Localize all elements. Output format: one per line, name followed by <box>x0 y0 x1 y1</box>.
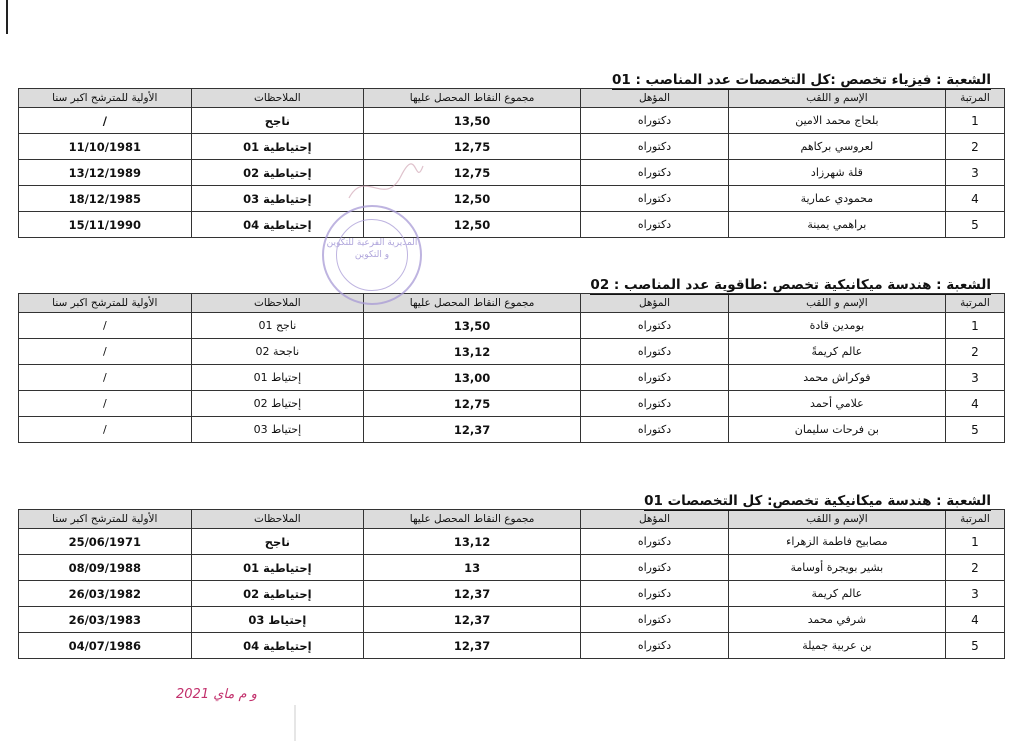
table-row <box>19 391 1005 417</box>
header-name: الإسم و اللقب <box>728 510 945 529</box>
section-title: الشعبة : هندسة ميكانيكية تخصص: كل التخصصات 01 <box>644 493 991 509</box>
results-table <box>18 509 1005 659</box>
section-mechanical-all <box>18 493 1005 659</box>
cell-notes: ناجح <box>191 529 364 555</box>
cell-priority: 04/07/1986 <box>19 633 192 659</box>
cell-rank: 4 <box>945 607 1004 633</box>
cell-priority: / <box>19 313 192 339</box>
header-priority: الأولية للمترشح اكبر سنا <box>19 510 192 529</box>
cell-notes: إحتياط 03 <box>191 607 364 633</box>
cell-priority: / <box>19 417 192 443</box>
cell-rank: 5 <box>945 633 1004 659</box>
section-title: الشعبة : فيزياء تخصص :كل التخصصات عدد المناصب : 01 <box>611 72 991 88</box>
cell-rank: 3 <box>945 365 1004 391</box>
cell-score: 12,37 <box>364 581 581 607</box>
cell-qualification: دكتوراه <box>581 108 729 134</box>
official-stamp <box>322 205 422 305</box>
cell-priority: 13/12/1989 <box>19 160 192 186</box>
table-row <box>19 365 1005 391</box>
cell-notes: إحتياطية 02 <box>191 160 364 186</box>
header-score: مجموع النقاط المحصل عليها <box>364 294 581 313</box>
header-rank: المرتبة <box>945 294 1004 313</box>
header-name: الإسم و اللقب <box>728 89 945 108</box>
cell-score: 12,75 <box>364 160 581 186</box>
cell-score: 12,75 <box>364 134 581 160</box>
cell-priority: 26/03/1983 <box>19 607 192 633</box>
table-row <box>19 313 1005 339</box>
cell-score: 13,00 <box>364 365 581 391</box>
cell-qualification: دكتوراه <box>581 212 729 238</box>
cell-rank: 5 <box>945 417 1004 443</box>
header-rank: المرتبة <box>945 510 1004 529</box>
margin-mark <box>292 705 298 741</box>
cell-name: مصابيح فاطمة الزهراء <box>728 529 945 555</box>
cell-score: 13,12 <box>364 529 581 555</box>
cell-rank: 3 <box>945 581 1004 607</box>
results-table <box>18 88 1005 238</box>
cell-name: براهمي يمينة <box>728 212 945 238</box>
cell-rank: 2 <box>945 134 1004 160</box>
cell-rank: 3 <box>945 160 1004 186</box>
cell-qualification: دكتوراه <box>581 160 729 186</box>
table-row <box>19 108 1005 134</box>
cell-qualification: دكتوراه <box>581 313 729 339</box>
cell-rank: 1 <box>945 108 1004 134</box>
scan-edge-mark <box>6 0 8 34</box>
cell-qualification: دكتوراه <box>581 186 729 212</box>
cell-name: قلة شهرزاد <box>728 160 945 186</box>
cell-notes: إحتياطية 01 <box>191 555 364 581</box>
cell-rank: 2 <box>945 339 1004 365</box>
cell-priority: 18/12/1985 <box>19 186 192 212</box>
table-row <box>19 529 1005 555</box>
header-notes: الملاحظات <box>191 510 364 529</box>
header-score: مجموع النقاط المحصل عليها <box>364 510 581 529</box>
table-row <box>19 186 1005 212</box>
cell-priority: / <box>19 391 192 417</box>
header-name: الإسم و اللقب <box>728 294 945 313</box>
cell-qualification: دكتوراه <box>581 391 729 417</box>
cell-name: بن فرحات سليمان <box>728 417 945 443</box>
cell-notes: ناجحة 02 <box>191 339 364 365</box>
cell-name: شرفي محمد <box>728 607 945 633</box>
table-row <box>19 555 1005 581</box>
cell-notes: إحتياطية 03 <box>191 186 364 212</box>
table-header-row <box>19 294 1005 313</box>
cell-name: بشير بويجرة أوسامة <box>728 555 945 581</box>
handwritten-date: و م ماي 2021 <box>176 687 257 702</box>
table-row <box>19 607 1005 633</box>
cell-name: محمودي عمارية <box>728 186 945 212</box>
header-notes: الملاحظات <box>191 294 364 313</box>
cell-notes: إحتياط 02 <box>191 391 364 417</box>
cell-qualification: دكتوراه <box>581 607 729 633</box>
cell-priority: / <box>19 365 192 391</box>
header-priority: الأولية للمترشح اكبر سنا <box>19 294 192 313</box>
cell-qualification: دكتوراه <box>581 633 729 659</box>
section-mechanical-energy <box>18 277 1005 443</box>
cell-rank: 5 <box>945 212 1004 238</box>
cell-notes: إحتياط 03 <box>191 417 364 443</box>
table-row <box>19 339 1005 365</box>
cell-rank: 1 <box>945 313 1004 339</box>
cell-score: 12,37 <box>364 633 581 659</box>
cell-score: 13 <box>364 555 581 581</box>
cell-notes: ناجح <box>191 108 364 134</box>
cell-notes: إحتياطية 04 <box>191 633 364 659</box>
cell-qualification: دكتوراه <box>581 417 729 443</box>
cell-notes: إحتياط 01 <box>191 365 364 391</box>
results-table <box>18 293 1005 443</box>
cell-rank: 4 <box>945 186 1004 212</box>
stamp-text: المديرية الفرعية للتكوين و التكوين <box>326 238 418 260</box>
cell-score: 12,37 <box>364 607 581 633</box>
cell-name: بومدين قادة <box>728 313 945 339</box>
cell-name: عالم كريمة <box>728 581 945 607</box>
cell-qualification: دكتوراه <box>581 581 729 607</box>
cell-priority: / <box>19 339 192 365</box>
cell-name: بلحاج محمد الامين <box>728 108 945 134</box>
cell-priority: 08/09/1988 <box>19 555 192 581</box>
cell-qualification: دكتوراه <box>581 134 729 160</box>
table-header-row <box>19 89 1005 108</box>
cell-score: 13,50 <box>364 108 581 134</box>
cell-priority: / <box>19 108 192 134</box>
header-priority: الأولية للمترشح اكبر سنا <box>19 89 192 108</box>
cell-notes: إحتياطية 01 <box>191 134 364 160</box>
cell-priority: 11/10/1981 <box>19 134 192 160</box>
section-physics <box>18 72 1005 238</box>
cell-score: 12,37 <box>364 417 581 443</box>
cell-score: 13,12 <box>364 339 581 365</box>
table-row <box>19 160 1005 186</box>
cell-name: لعروسي بركاهم <box>728 134 945 160</box>
cell-score: 12,50 <box>364 212 581 238</box>
cell-qualification: دكتوراه <box>581 555 729 581</box>
table-row <box>19 134 1005 160</box>
header-qualification: المؤهل <box>581 294 729 313</box>
cell-name: عالم كريمةً <box>728 339 945 365</box>
cell-rank: 4 <box>945 391 1004 417</box>
table-row <box>19 417 1005 443</box>
table-row <box>19 633 1005 659</box>
header-rank: المرتبة <box>945 89 1004 108</box>
cell-name: علامي أحمد <box>728 391 945 417</box>
table-row <box>19 581 1005 607</box>
cell-score: 13,50 <box>364 313 581 339</box>
cell-qualification: دكتوراه <box>581 339 729 365</box>
cell-priority: 15/11/1990 <box>19 212 192 238</box>
header-notes: الملاحظات <box>191 89 364 108</box>
table-row <box>19 212 1005 238</box>
cell-score: 12,50 <box>364 186 581 212</box>
cell-notes: ناجح 01 <box>191 313 364 339</box>
cell-score: 12,75 <box>364 391 581 417</box>
cell-priority: 25/06/1971 <box>19 529 192 555</box>
cell-rank: 2 <box>945 555 1004 581</box>
cell-priority: 26/03/1982 <box>19 581 192 607</box>
cell-name: بن عربية جميلة <box>728 633 945 659</box>
header-score: مجموع النقاط المحصل عليها <box>364 89 581 108</box>
header-qualification: المؤهل <box>581 510 729 529</box>
header-qualification: المؤهل <box>581 89 729 108</box>
cell-notes: إحتياطية 02 <box>191 581 364 607</box>
cell-qualification: دكتوراه <box>581 365 729 391</box>
cell-notes: إحتياطية 04 <box>191 212 364 238</box>
cell-rank: 1 <box>945 529 1004 555</box>
cell-qualification: دكتوراه <box>581 529 729 555</box>
cell-name: فوكراش محمد <box>728 365 945 391</box>
section-title: الشعبة : هندسة ميكانيكية تخصص :طاقوية عدد المناصب : 02 <box>590 277 991 293</box>
table-header-row <box>19 510 1005 529</box>
